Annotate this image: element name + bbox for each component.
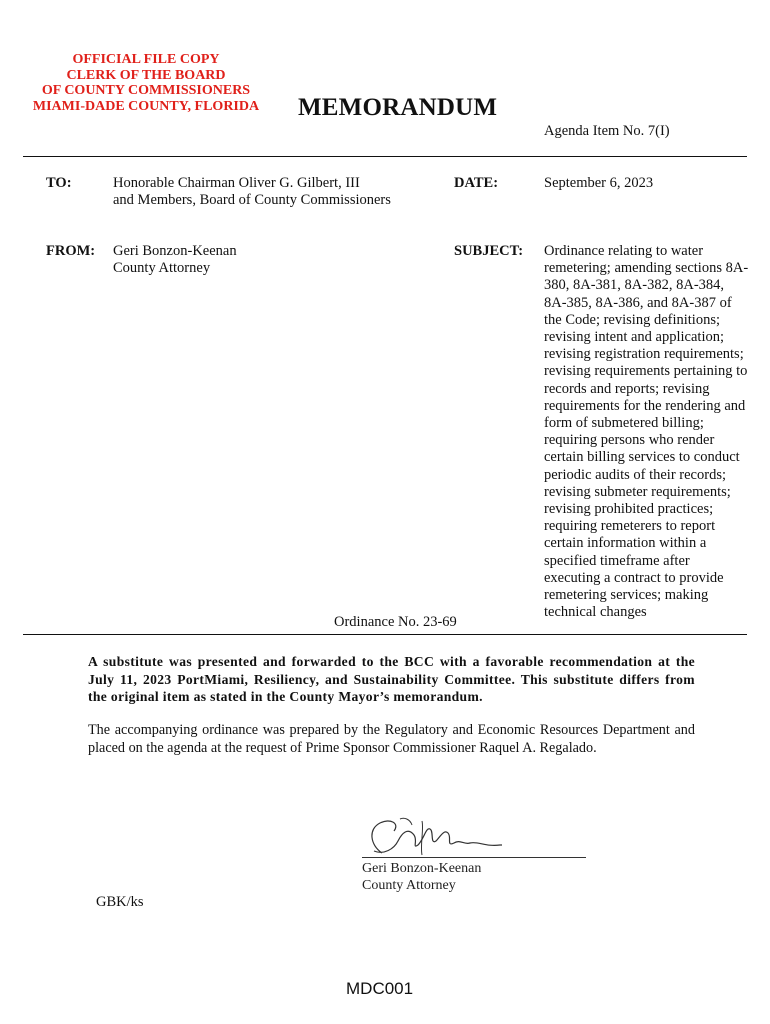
subject-line: the Code; revising definitions; — [544, 311, 720, 328]
stamp-line: MIAMI-DADE COUNTY, FLORIDA — [32, 98, 260, 114]
subject-line: periodic audits of their records; — [544, 466, 726, 483]
subject-line: executing a contract to provide — [544, 569, 724, 586]
signature-line — [362, 857, 586, 858]
body-divider — [23, 634, 747, 635]
subject-text — [544, 243, 750, 621]
stamp-line: OF COUNTY COMMISSIONERS — [41, 83, 251, 98]
memorandum-title: MEMORANDUM — [298, 94, 498, 121]
to-label: TO: — [46, 175, 72, 191]
subject-line: form of submetered billing; — [544, 415, 704, 432]
to-line: Honorable Chairman Oliver G. Gilbert, III — [113, 175, 360, 191]
subject-line: certain information within a — [544, 535, 707, 552]
to-line: and Members, Board of County Commissioners — [113, 192, 391, 209]
signatory-title: County Attorney — [362, 878, 456, 893]
subject-line: remetering; amending sections 8A- — [544, 260, 749, 277]
subject-line: requirements for the rendering and — [544, 397, 746, 414]
subject-line: Ordinance relating to water — [544, 243, 704, 259]
subject-line: requiring remeterers to report — [544, 518, 716, 535]
ordinance-number: Ordinance No. 23-69 — [334, 614, 457, 630]
subject-line: records and reports; revising — [544, 380, 710, 397]
signatory — [362, 860, 481, 894]
from-sender — [113, 243, 373, 277]
subject-line: certain billing services to conduct — [544, 449, 740, 466]
typist-initials: GBK/ks — [96, 894, 144, 910]
subject-line: 380, 8A-381, 8A-382, 8A-384, — [544, 277, 725, 294]
subject-line: revising registration requirements; — [544, 346, 744, 363]
document-code: MDC001 — [346, 979, 414, 998]
date-label: DATE: — [454, 175, 499, 191]
subject-line: revising prohibited practices; — [544, 501, 714, 518]
subject-line: technical changes — [544, 604, 647, 621]
from-line: Geri Bonzon-Keenan — [113, 243, 237, 259]
header-divider — [23, 156, 747, 157]
from-label: FROM: — [46, 243, 96, 259]
stamp-line: OFFICIAL FILE COPY — [72, 52, 220, 67]
to-recipient — [113, 175, 413, 209]
from-line: County Attorney — [113, 260, 211, 277]
subject-line: revising submeter requirements; — [544, 483, 731, 500]
agenda-item-number: Agenda Item No. 7(I) — [544, 123, 670, 139]
stamp-line: CLERK OF THE BOARD — [66, 67, 226, 83]
signatory-name: Geri Bonzon-Keenan — [362, 861, 482, 876]
subject-line: requiring persons who render — [544, 432, 715, 449]
official-file-copy-stamp — [20, 52, 272, 114]
subject-line: specified timeframe after — [544, 552, 690, 569]
subject-line: revising requirements pertaining to — [544, 363, 748, 380]
date-value: September 6, 2023 — [544, 175, 654, 191]
body-paragraph: The accompanying ordinance was prepared by the Regulatory and Economic Resources Department and placed on the agenda at the request of Prime Sponsor Commissioner Raquel A. Regalado. — [88, 722, 695, 756]
subject-line: remetering services; making — [544, 587, 709, 604]
subject-line: revising intent and application; — [544, 329, 724, 346]
subject-label: SUBJECT: — [454, 243, 524, 259]
substitute-note: A substitute was presented and forwarded to the BCC with a favorable recommendation at the July 11, 2023 PortMiami, Resiliency, and Sustainability Committee. This substitute differs from the original item as stated in the County Mayor’s memorandum. — [88, 654, 695, 704]
subject-line: 8A-385, 8A-386, and 8A-387 of — [544, 294, 732, 311]
